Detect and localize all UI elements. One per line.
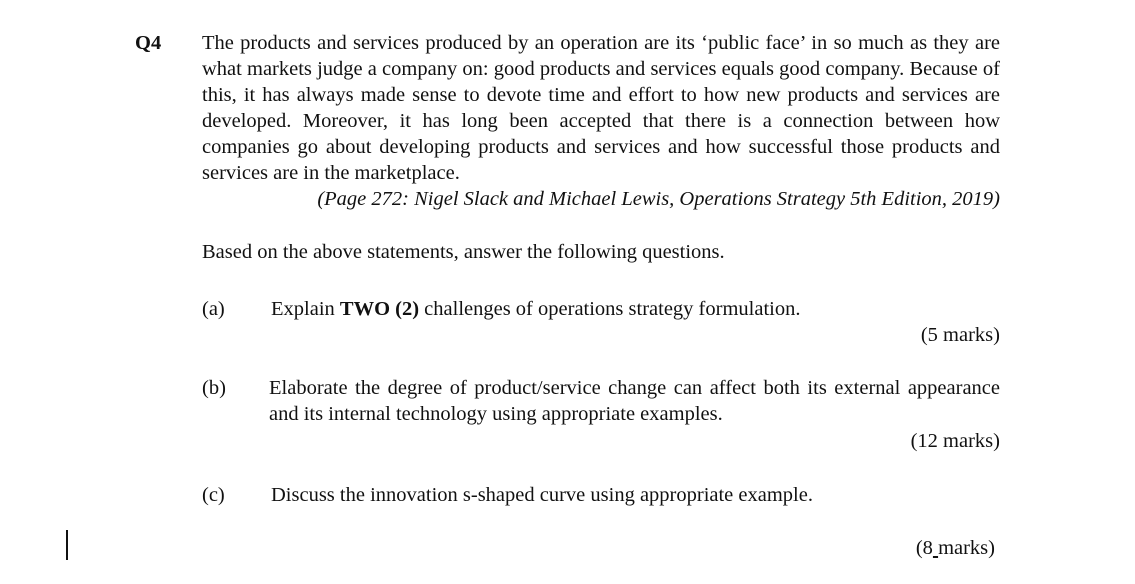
- part-c-marks-suffix: marks): [938, 537, 995, 559]
- part-a-marks: (5 marks): [920, 324, 1000, 346]
- part-b-label: (b): [202, 377, 226, 399]
- question-instruction: Based on the above statements, answer the following questions.: [202, 241, 725, 263]
- passage-citation: (Page 272: Nigel Slack and Michael Lewis, Operations Strategy 5th Edition, 2019): [317, 188, 1000, 210]
- part-a-label: (a): [202, 298, 225, 320]
- part-a-text-bold: TWO (2): [339, 298, 420, 320]
- part-a-text: [271, 296, 800, 322]
- text-cursor: [66, 530, 68, 560]
- part-c-marks-prefix: (8: [915, 537, 933, 559]
- part-c-text: Discuss the innovation s-shaped curve using appropriate example.: [271, 484, 813, 506]
- part-c-marks: [916, 535, 995, 561]
- part-a-text-after: challenges of operations strategy formulation.: [419, 298, 801, 320]
- question-passage: The products and services produced by an operation are its ‘public face’ in so much as they are what markets judge a company on: good products and services equals good company. Because of this, it has always made sense to devote time and effort to how new products and services are developed. Moreover, it has long been accepted that there is a connection between how companies go about developing products and services and how successful those products and services are in the marketplace.: [202, 32, 1000, 184]
- part-b-marks: (12 marks): [910, 430, 1000, 452]
- part-b-text: Elaborate the degree of product/service change can affect both its external appearance and its internal technology using appropriate examples.: [269, 377, 1000, 425]
- question-number: Q4: [135, 32, 162, 54]
- part-a-text-before: Explain: [271, 298, 340, 320]
- part-c-label: (c): [202, 484, 225, 506]
